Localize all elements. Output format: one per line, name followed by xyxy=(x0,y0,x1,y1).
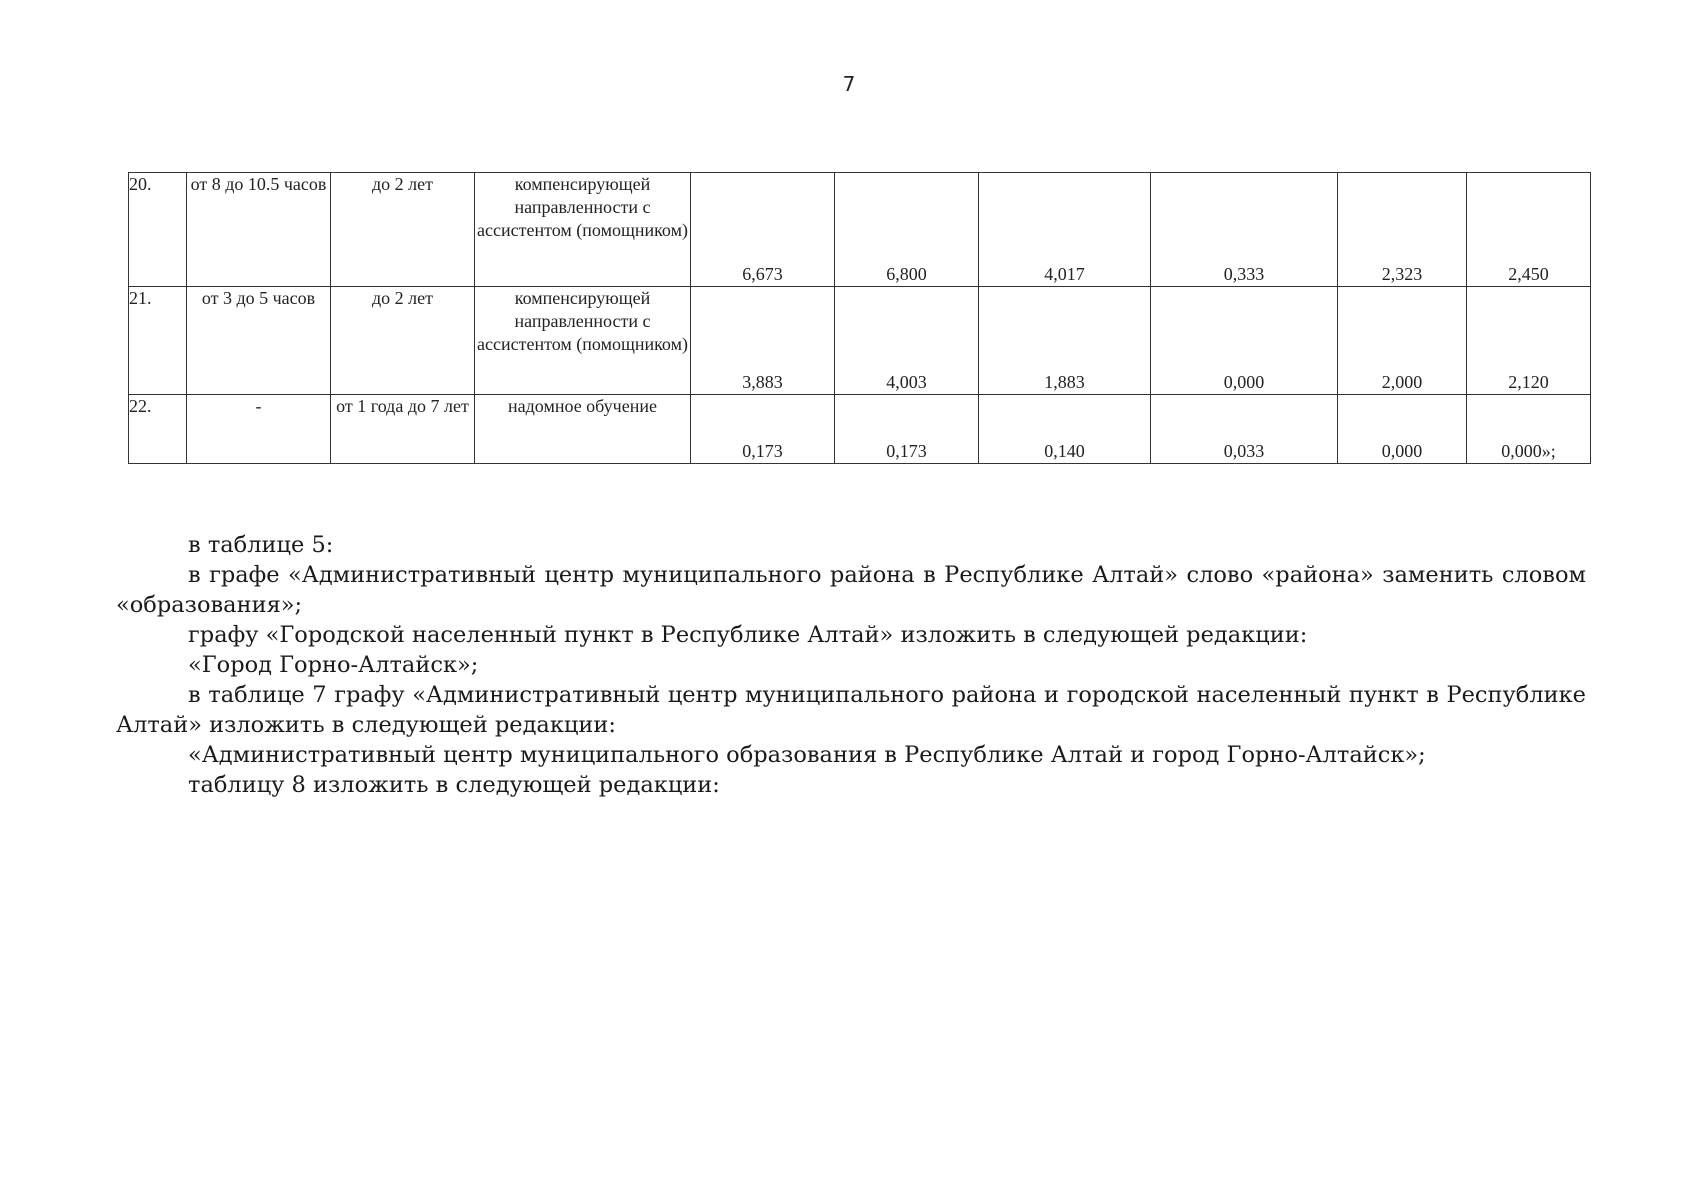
value-cell: 6,673 xyxy=(691,173,835,287)
paragraph: «Город Горно-Алтайск»; xyxy=(188,652,479,678)
value-cell: 4,017 xyxy=(979,173,1151,287)
table-row xyxy=(129,395,1591,464)
hours-cell: - xyxy=(187,395,331,464)
hours-cell: от 8 до 10.5 часов xyxy=(187,173,331,287)
value-cell: 0,173 xyxy=(835,395,979,464)
value-cell: 2,000 xyxy=(1338,287,1467,395)
age-cell: от 1 года до 7 лет xyxy=(331,395,475,464)
value-cell: 0,000 xyxy=(1338,395,1467,464)
value-cell: 0,173 xyxy=(691,395,835,464)
row-number-cell: 22. xyxy=(129,395,187,464)
paragraph: графу «Городской населенный пункт в Республике Алтай» изложить в следующей редакции: xyxy=(188,622,1308,648)
paragraph: в таблице 7 графу «Административный центр муниципального района и городской населенный пункт в Республике Алтай» изложить в следующей редакции: xyxy=(116,682,1586,738)
value-cell: 0,140 xyxy=(979,395,1151,464)
hours-cell: от 3 до 5 часов xyxy=(187,287,331,395)
table-row xyxy=(129,287,1591,395)
value-cell: 2,120 xyxy=(1467,287,1591,395)
data-table xyxy=(128,172,1591,464)
value-cell: 0,333 xyxy=(1151,173,1338,287)
paragraph: «Административный центр муниципального образования в Республике Алтай и город Горно-Алтайск»; xyxy=(188,742,1426,768)
paragraph: таблицу 8 изложить в следующей редакции: xyxy=(188,772,720,798)
value-cell: 0,000»; xyxy=(1467,395,1591,464)
value-cell: 1,883 xyxy=(979,287,1151,395)
value-cell: 4,003 xyxy=(835,287,979,395)
group-type-cell: компенсирующей направленности с ассистентом (помощником) xyxy=(475,287,691,395)
value-cell: 6,800 xyxy=(835,173,979,287)
table-row xyxy=(129,173,1591,287)
value-cell: 0,000 xyxy=(1151,287,1338,395)
paragraph: в таблице 5: xyxy=(188,532,334,558)
value-cell: 2,323 xyxy=(1338,173,1467,287)
age-cell: до 2 лет xyxy=(331,287,475,395)
group-type-cell: надомное обучение xyxy=(475,395,691,464)
value-cell: 2,450 xyxy=(1467,173,1591,287)
row-number-cell: 20. xyxy=(129,173,187,287)
paragraph: в графе «Административный центр муниципального района в Республике Алтай» слово «района» заменить словом «образования»; xyxy=(116,562,1586,618)
row-number-cell: 21. xyxy=(129,287,187,395)
group-type-cell: компенсирующей направленности с ассистентом (помощником) xyxy=(475,173,691,287)
value-cell: 3,883 xyxy=(691,287,835,395)
age-cell: до 2 лет xyxy=(331,173,475,287)
value-cell: 0,033 xyxy=(1151,395,1338,464)
amendment-text xyxy=(116,530,1586,800)
page-number: 7 xyxy=(842,72,856,96)
